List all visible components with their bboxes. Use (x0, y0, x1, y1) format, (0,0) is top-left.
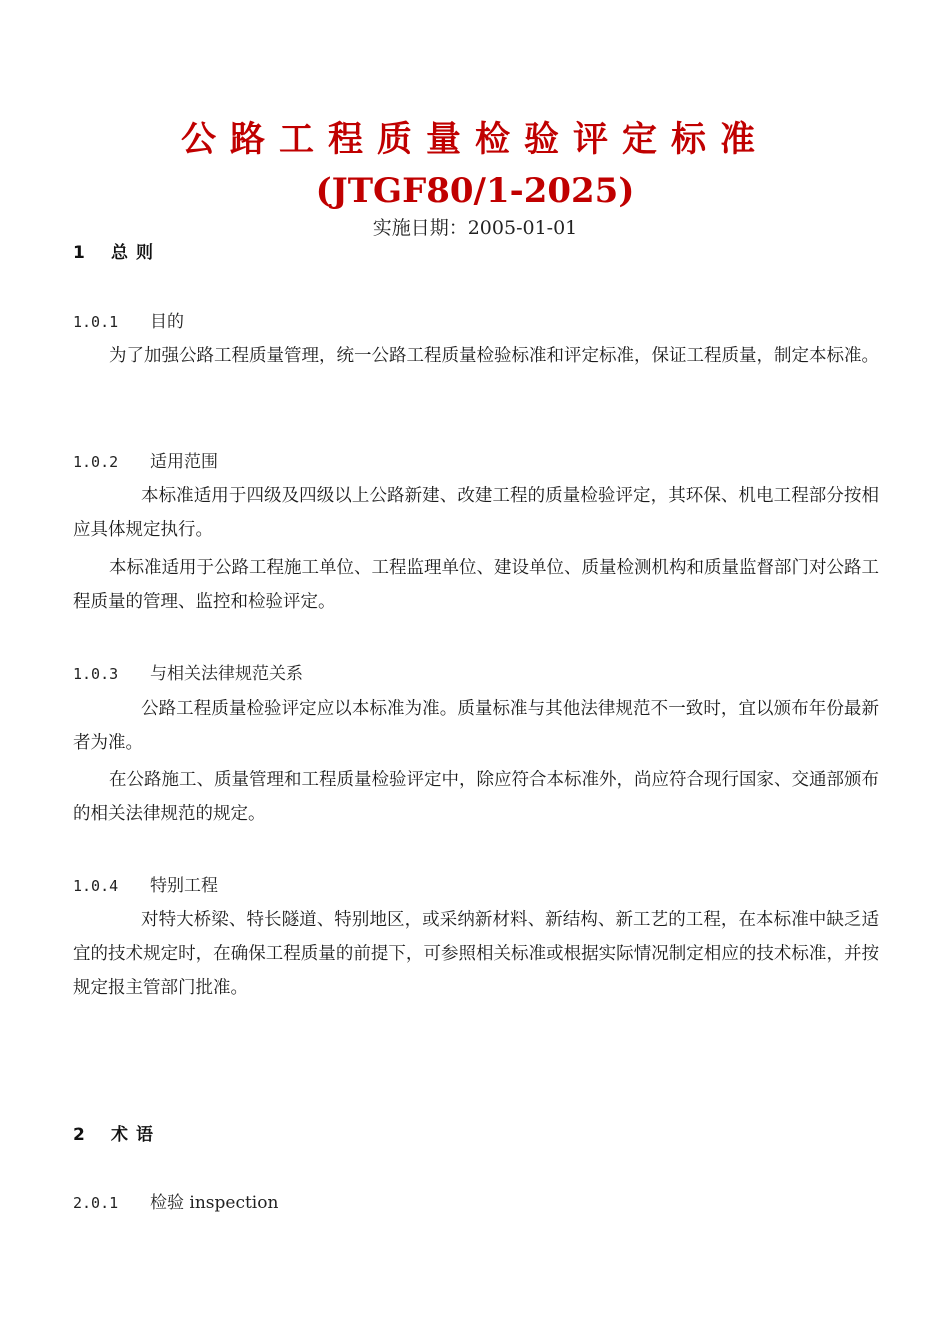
section-heading-2 (73, 1122, 161, 1148)
section-number: 1 (73, 243, 85, 263)
clause-heading-1-0-1 (73, 309, 184, 335)
clause-title: 与相关法律规范关系 (150, 664, 303, 684)
clause-number: 1.0.4 (73, 877, 119, 895)
document-code: (JTGF80/1-2025) (315, 171, 635, 211)
clause-heading-1-0-3 (73, 661, 303, 687)
paragraph: 在公路施工、质量管理和工程质量检验评定中，除应符合本标准外，尚应符合现行国家、交通部颁布的相关法律规范的规定。 (73, 770, 879, 824)
clause-number: 1.0.3 (73, 665, 119, 683)
clause-number: 1.0.1 (73, 313, 119, 331)
paragraph: 本标准适用于公路工程施工单位、工程监理单位、建设单位、质量检测机构和质量监督部门对公路工程质量的管理、监控和检验评定。 (73, 558, 879, 612)
clause-heading-1-0-4 (73, 873, 218, 899)
clause-title: 适用范围 (150, 452, 218, 472)
paragraph: 本标准适用于四级及四级以上公路新建、改建工程的质量检验评定，其环保、机电工程部分按相应具体规定执行。 (73, 486, 879, 540)
effective-date: 实施日期：2005-01-01 (372, 217, 578, 239)
section-title: 术语 (111, 1125, 161, 1145)
clause-heading-2-0-1 (73, 1190, 278, 1216)
section-number: 2 (73, 1125, 85, 1145)
paragraph: 公路工程质量检验评定应以本标准为准。质量标准与其他法律规范不一致时，宜以颁布年份最新者为准。 (73, 699, 879, 753)
paragraph: 为了加强公路工程质量管理，统一公路工程质量检验标准和评定标准，保证工程质量，制定本标准。 (109, 346, 879, 366)
clause-number: 1.0.2 (73, 453, 119, 471)
clause-title: 特别工程 (150, 876, 218, 896)
clause-title: 检验 inspection (150, 1193, 279, 1213)
document-title: 公路工程质量检验评定标准 (180, 119, 769, 160)
section-title: 总则 (111, 243, 161, 263)
clause-number: 2.0.1 (73, 1194, 119, 1212)
clause-title: 目的 (150, 312, 184, 332)
clause-heading-1-0-2 (73, 449, 218, 475)
section-heading-1 (73, 240, 161, 266)
paragraph: 对特大桥梁、特长隧道、特别地区，或采纳新材料、新结构、新工艺的工程，在本标准中缺乏适宜的技术规定时，在确保工程质量的前提下，可参照相关标准或根据实际情况制定相应的技术标准，并按规定报主管部门批准。 (73, 910, 879, 998)
